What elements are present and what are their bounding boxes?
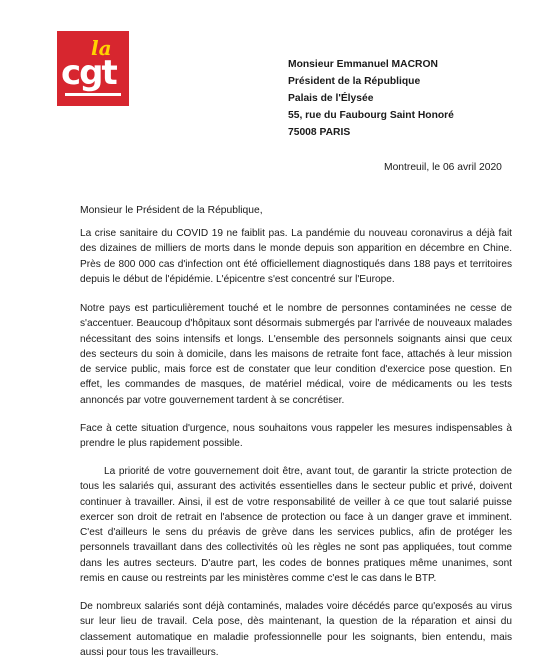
recipient-name: Monsieur Emmanuel MACRON [288,59,438,70]
recipient-city: 75008 PARIS [288,127,351,138]
cgt-logo [57,31,129,106]
logo-cgt-text: cgt [61,53,116,93]
paragraph-4: La priorité de votre gouvernement doit être, avant tout, de garantir la stricte protection de tous les salariés qui, assurant des activités essentielles dans le secteur public et privé, doivent continuer à travailler. Ainsi, il est de votre responsabilité de veiller à ce que tout salarié puisse exercer son droit de retrait en l'absence de protection ou face à un danger grave et imminent. C'est d'ailleurs le sens du préavis de grève dans les services publics, afin de protéger les personnels travaillant dans des collectivités où les règles ne sont pas appliquées, tout comme dans les autres secteurs. D'autre part, les codes de bonnes pratiques même unanimes, sont remis en cause ou restreints par les ministères comme c'est le cas dans le BTP. [80,466,512,585]
logo-underline [65,93,121,96]
logo-la-text: la [91,36,112,60]
recipient-address [288,56,454,141]
paragraph-1: La crise sanitaire du COVID 19 ne faiblit pas. La pandémie du nouveau coronavirus a déjà fait des dizaines de milliers de morts dans le monde depuis son apparition en décembre en Chine. Près de 800 000 cas d'infection ont été officiellement diagnostiqués dans 188 pays et territoires depuis le début de l'épidémie. L'épicentre s'est concentré sur l'Europe. [80,228,512,285]
letter-date: Montreuil, le 06 avril 2020 [384,162,502,173]
recipient-title: Président de la République [288,76,421,87]
salutation: Monsieur le Président de la République, [80,205,263,216]
recipient-street: 55, rue du Faubourg Saint Honoré [288,110,454,121]
paragraph-3: Face à cette situation d'urgence, nous souhaitons vous rappeler les mesures indispensables à prendre le plus rapidement possible. [80,423,512,450]
paragraph-2: Notre pays est particulièrement touché et le nombre de personnes contaminées ne cesse de s'accentuer. Beaucoup d'hôpitaux sont désormais submergés par l'arrivée de nouveaux malades nécessitant des soins intensifs et longs. L'ensemble des personnels soignants ainsi que ceux des secteurs du soin à domicile, dans les maisons de retraite font face, attachés à leur mission de service public, mais force est de constater que leur condition d'exercice pose question. En effet, les commandes de masques, de matériel médical, voire de médicaments ou les tests annoncés par votre gouvernement tardent à se concrétiser. [80,303,512,406]
recipient-place: Palais de l'Élysée [288,93,374,104]
paragraph-5: De nombreux salariés sont déjà contaminés, malades voire décédés parce qu'exposés au virus sur leur lieu de travail. Cela pose, dès maintenant, la question de la réparation et ainsi du classement automatique en maladie professionnelle pour les soignants, bien entendu, mais aussi pour tous les travailleurs. [80,601,512,658]
